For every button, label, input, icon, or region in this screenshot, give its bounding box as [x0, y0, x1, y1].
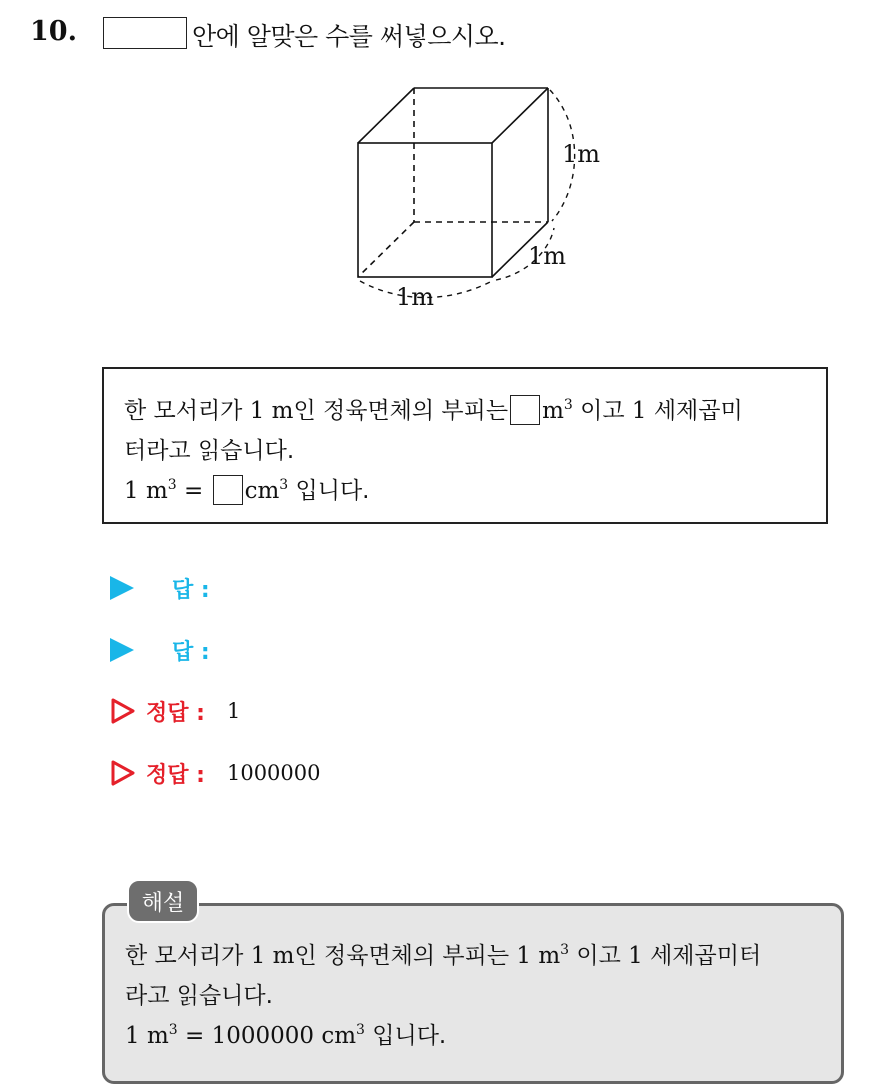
height-label: 1m	[562, 140, 601, 168]
solution-line-1: 한 모서리가 1 m인 정육면체의 부피는 1 $m^3$ 이고 1 세제곱미터	[125, 942, 762, 969]
outline-triangle-icon	[110, 698, 136, 724]
width-label: 1m	[396, 283, 435, 311]
correct-label: 정답 :	[146, 762, 205, 788]
answer-label: 답 :	[172, 577, 210, 603]
answer-blank-box[interactable]	[103, 17, 187, 49]
question-prompt: 안에 알맞은 수를 써넣으시오.	[192, 22, 506, 51]
solution-box	[102, 903, 844, 1084]
correct-label: 정답 :	[146, 700, 205, 726]
conversion-blank-box[interactable]	[213, 475, 243, 505]
problem-box	[102, 367, 828, 524]
correct-value: 1	[226, 699, 241, 723]
solution-line-2: 라고 읽습니다.	[125, 983, 273, 1009]
problem-line-2: 터라고 읽습니다.	[124, 438, 295, 464]
problem-line-1: 한 모서리가 1 m인 정육면체의 부피는 $m^3$ 이고 1 세제곱미	[124, 397, 743, 424]
depth-label: 1m	[528, 242, 567, 270]
outline-triangle-icon	[110, 760, 136, 786]
solution-line-3: 1 $m^3 = 1000000$ $cm^3$ 입니다.	[125, 1022, 447, 1049]
correct-answer-row-2	[110, 756, 321, 790]
cube-front-face	[358, 143, 492, 277]
problem-line-3: 1 $m^3 = cm^3$ 입니다.	[124, 477, 370, 504]
play-triangle-icon	[110, 638, 134, 662]
answer-row-2[interactable]	[110, 633, 210, 667]
correct-answer-row-1	[110, 694, 240, 728]
volume-blank-box[interactable]	[510, 395, 540, 425]
answer-label: 답 :	[172, 639, 210, 665]
answer-row-1[interactable]	[110, 571, 210, 605]
cube-figure	[340, 78, 620, 318]
correct-value: 1000000	[226, 761, 321, 785]
play-triangle-icon	[110, 576, 134, 600]
solution-tag: 해설	[127, 879, 199, 923]
question-number: 10.	[30, 16, 77, 47]
